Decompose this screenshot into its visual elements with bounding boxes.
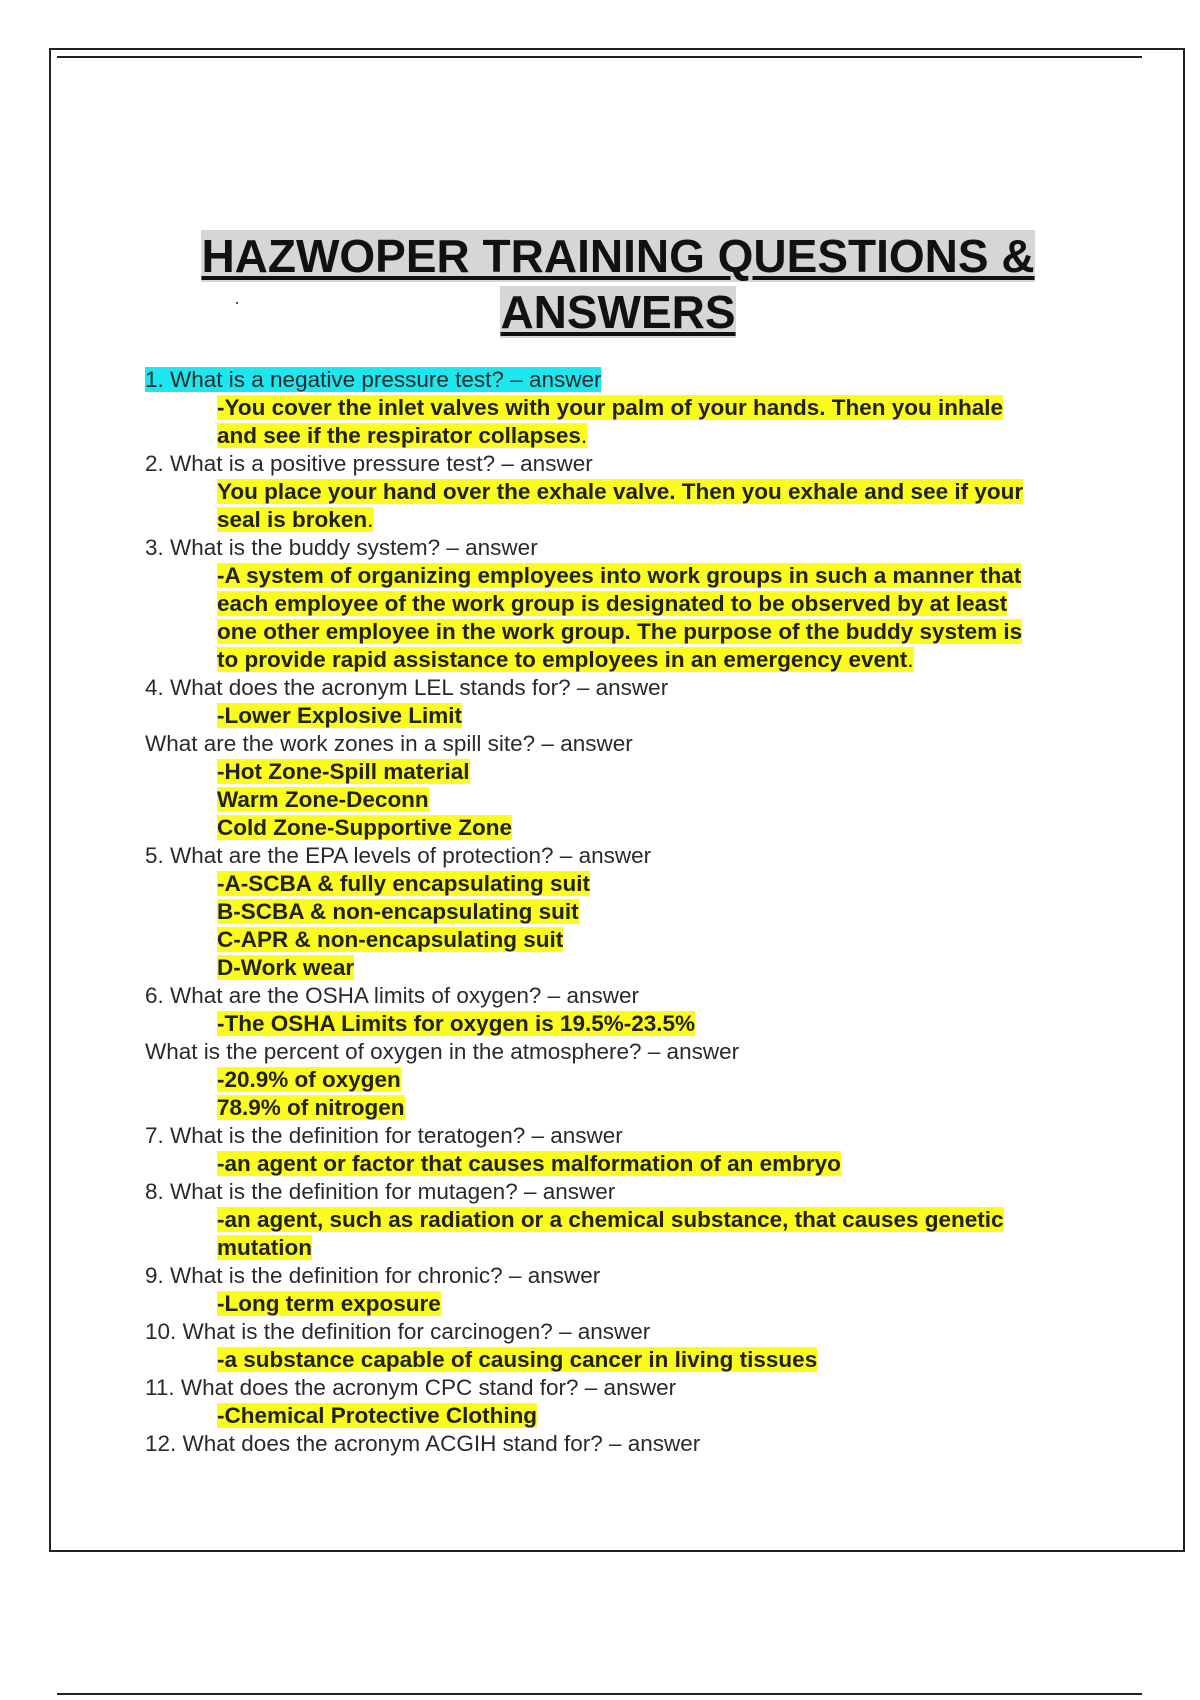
- answer-text: to provide rapid assistance to employees in an emergency event: [217, 647, 908, 672]
- question-line: [145, 674, 1095, 702]
- answer-line: [145, 1206, 1095, 1234]
- answer-text: -Long term exposure: [217, 1291, 441, 1316]
- answer-line: [145, 1346, 1095, 1374]
- question-line: [145, 534, 1095, 562]
- bottom-rule: [57, 1693, 1142, 1695]
- question-line: [145, 1178, 1095, 1206]
- question-line: [145, 730, 1095, 758]
- answer-text: -an agent, such as radiation or a chemical substance, that causes genetic: [217, 1207, 1004, 1232]
- answer-text: -You cover the inlet valves with your palm of your hands. Then you inhale: [217, 395, 1003, 420]
- answer-line: [145, 1234, 1095, 1262]
- question-line: [145, 842, 1095, 870]
- question-line: [145, 1262, 1095, 1290]
- question-text: 10. What is the definition for carcinogen? – answer: [145, 1319, 651, 1344]
- question-text: 5. What are the EPA levels of protection? – answer: [145, 843, 652, 868]
- question-text: 7. What is the definition for teratogen? – answer: [145, 1123, 623, 1148]
- answer-text: mutation: [217, 1235, 312, 1260]
- question-text: 1. What is a negative pressure test? – answer: [145, 367, 602, 392]
- answer-line: [145, 1402, 1095, 1430]
- answer-line: [145, 1066, 1095, 1094]
- question-line: [145, 1318, 1095, 1346]
- question-line: [145, 450, 1095, 478]
- question-text: 2. What is a positive pressure test? – answer: [145, 451, 593, 476]
- answer-line: [145, 814, 1095, 842]
- question-line: [145, 366, 1095, 394]
- answer-text: B-SCBA & non-encapsulating suit: [217, 899, 579, 924]
- answer-line: [145, 562, 1095, 590]
- answer-line: [145, 618, 1095, 646]
- question-line: [145, 1430, 1095, 1458]
- answer-text: each employee of the work group is designated to be observed by at least: [217, 591, 1008, 616]
- question-text: 12. What does the acronym ACGIH stand for? – answer: [145, 1431, 701, 1456]
- question-text: 11. What does the acronym CPC stand for? – answer: [145, 1375, 677, 1400]
- answer-text: and see if the respirator collapses: [217, 423, 581, 448]
- answer-line: [145, 1290, 1095, 1318]
- answer-text: You place your hand over the exhale valve. Then you exhale and see if your: [217, 479, 1024, 504]
- answer-line: [145, 422, 1095, 450]
- qa-list: [145, 366, 1095, 1458]
- answer-text: -A system of organizing employees into work groups in such a manner that: [217, 563, 1022, 588]
- answer-text: -Chemical Protective Clothing: [217, 1403, 538, 1428]
- question-text: 4. What does the acronym LEL stands for? – answer: [145, 675, 669, 700]
- question-text: 8. What is the definition for mutagen? – answer: [145, 1179, 616, 1204]
- answer-text: -Hot Zone-Spill material: [217, 759, 470, 784]
- answer-trailing-period: .: [907, 647, 914, 672]
- answer-text: -20.9% of oxygen: [217, 1067, 401, 1092]
- answer-trailing-period: .: [367, 507, 374, 532]
- answer-text: Warm Zone-Deconn: [217, 787, 429, 812]
- answer-line: [145, 926, 1095, 954]
- question-text: 3. What is the buddy system? – answer: [145, 535, 538, 560]
- answer-text: -a substance capable of causing cancer in living tissues: [217, 1347, 818, 1372]
- answer-line: [145, 646, 1095, 674]
- answer-line: [145, 478, 1095, 506]
- answer-line: [145, 786, 1095, 814]
- question-line: [145, 1122, 1095, 1150]
- question-text: 6. What are the OSHA limits of oxygen? – answer: [145, 983, 639, 1008]
- answer-line: [145, 1094, 1095, 1122]
- answer-line: [145, 1010, 1095, 1038]
- answer-text: 78.9% of nitrogen: [217, 1095, 405, 1120]
- answer-line: [145, 506, 1095, 534]
- title-line-1: HAZWOPER TRAINING QUESTIONS &: [201, 230, 1035, 282]
- answer-text: -Lower Explosive Limit: [217, 703, 463, 728]
- question-text: 9. What is the definition for chronic? – answer: [145, 1263, 601, 1288]
- answer-text: -A-SCBA & fully encapsulating suit: [217, 871, 590, 896]
- answer-line: [145, 898, 1095, 926]
- question-line: [145, 1374, 1095, 1402]
- answer-text: Cold Zone-Supportive Zone: [217, 815, 512, 840]
- answer-text: -The OSHA Limits for oxygen is 19.5%-23.5%: [217, 1011, 696, 1036]
- question-line: [145, 982, 1095, 1010]
- answer-line: [145, 590, 1095, 618]
- top-rule: [57, 56, 1142, 58]
- answer-line: [145, 394, 1095, 422]
- answer-text: one other employee in the work group. The purpose of the buddy system is: [217, 619, 1023, 644]
- answer-line: [145, 1150, 1095, 1178]
- answer-text: seal is broken: [217, 507, 368, 532]
- title-line-2: ANSWERS: [500, 286, 736, 338]
- answer-text: -an agent or factor that causes malformation of an embryo: [217, 1151, 841, 1176]
- question-text: What are the work zones in a spill site? – answer: [145, 731, 633, 756]
- answer-trailing-period: .: [580, 423, 588, 448]
- stray-dot: [236, 302, 238, 304]
- answer-line: [145, 870, 1095, 898]
- question-line: [145, 1038, 1095, 1066]
- answer-text: D-Work wear: [217, 955, 355, 980]
- answer-text: C-APR & non-encapsulating suit: [217, 927, 564, 952]
- answer-line: [145, 702, 1095, 730]
- page-title: [160, 228, 1076, 340]
- question-text: What is the percent of oxygen in the atmosphere? – answer: [145, 1039, 740, 1064]
- answer-line: [145, 758, 1095, 786]
- answer-line: [145, 954, 1095, 982]
